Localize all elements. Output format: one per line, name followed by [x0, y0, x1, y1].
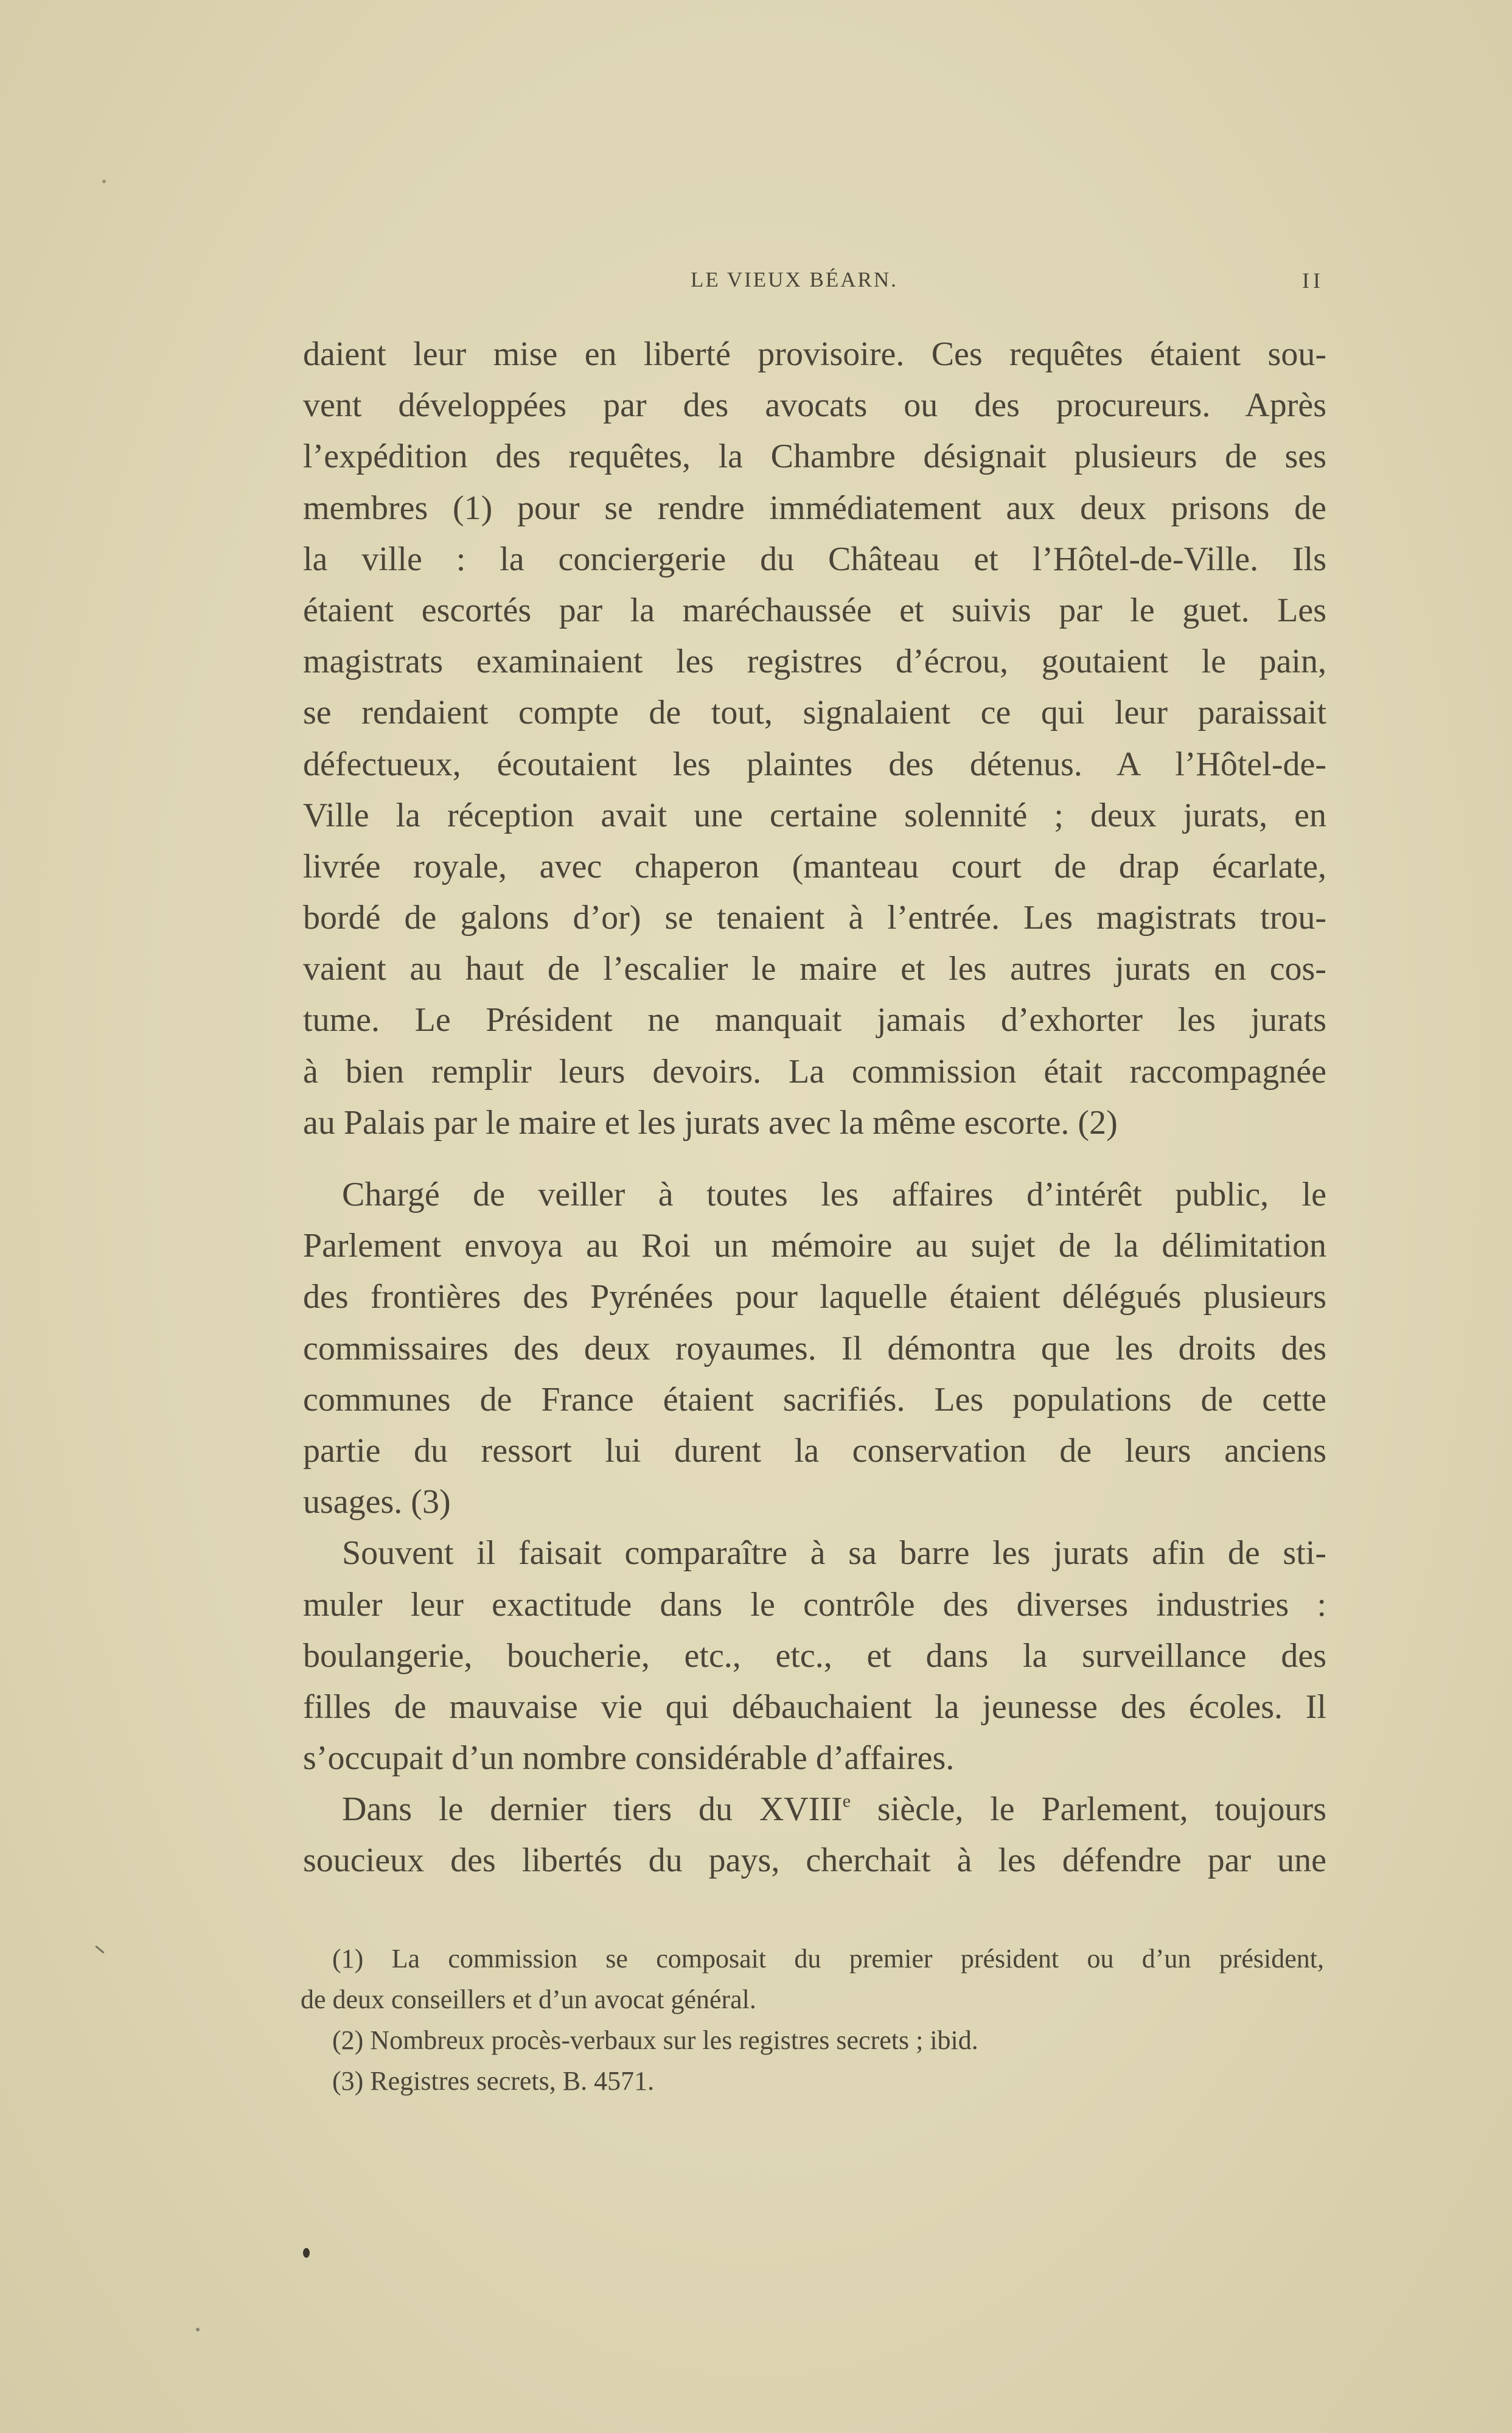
text-line: membres (1) pour se rendre immédiatement aux deux prisons de	[303, 489, 1326, 527]
text-line: des frontières des Pyrénées pour laquelle étaient délégués plusieurs	[303, 1278, 1326, 1316]
footnote-1-line-2: de deux conseillers et d’un avocat général.	[301, 1984, 756, 2014]
text-line: s’occupait d’un nombre considérable d’affaires.	[303, 1739, 955, 1778]
text-line: Parlement envoya au Roi un mémoire au sujet de la délimitation	[303, 1227, 1326, 1265]
page-number: II	[1302, 268, 1324, 293]
text-line: Chargé de veiller à toutes les affaires d’intérêt public, le	[342, 1176, 1326, 1213]
text-fragment: Dans le dernier tiers du XVIII	[342, 1790, 843, 1829]
text-line: tume. Le Président ne manquait jamais d’exhorter les jurats	[303, 1001, 1326, 1039]
footnote-3: (3) Registres secrets, B. 4571.	[332, 2066, 655, 2096]
text-line: au Palais par le maire et les jurats avec la même escorte. (2)	[303, 1103, 1118, 1142]
text-line: boulangerie, boucherie, etc., etc., et dans la surveillance des	[303, 1636, 1326, 1675]
superscript: e	[842, 1791, 851, 1812]
main-text	[303, 329, 1326, 1887]
text-line: muler leur exactitude dans le contrôle des diverses industries :	[303, 1585, 1326, 1624]
footnotes	[301, 1938, 1324, 2101]
text-line: filles de mauvaise vie qui débauchaient la jeunesse des écoles. Il	[303, 1688, 1326, 1726]
text-line	[303, 1784, 1326, 1835]
text-line: livrée royale, avec chaperon (manteau court de drap écarlate,	[303, 847, 1326, 885]
text-line: à bien remplir leurs devoirs. La commission était raccompagnée	[303, 1052, 1326, 1091]
ink-speck	[303, 2248, 310, 2258]
ink-speck	[102, 180, 106, 183]
text-fragment: siècle, le Parlement, toujours	[877, 1790, 1326, 1829]
text-line: Souvent il faisait comparaître à sa barre les jurats afin de sti-	[342, 1534, 1326, 1573]
ink-speck	[95, 1946, 105, 1954]
text-line: vent développées par des avocats ou des procureurs. Après	[303, 386, 1326, 425]
footnote-2: (2) Nombreux procès-verbaux sur les registres secrets ; ibid.	[332, 2025, 978, 2055]
text-line: magistrats examinaient les registres d’écrou, goutaient le pain,	[303, 643, 1326, 681]
text-line: bordé de galons d’or) se tenaient à l’entrée. Les magistrats trou-	[303, 899, 1326, 937]
text-line: partie du ressort lui durent la conservation de leurs anciens	[303, 1431, 1326, 1470]
text-line: communes de France étaient sacrifiés. Les populations de cette	[303, 1380, 1326, 1419]
text-line: usages. (3)	[303, 1483, 451, 1521]
text-line: défectueux, écoutaient les plaintes des détenus. A l’Hôtel-de-	[303, 745, 1326, 783]
footnote-1-line-1: (1) La commission se composait du premier président ou d’un président,	[332, 1944, 1324, 1974]
text-line: se rendaient compte de tout, signalaient ce qui leur paraissait	[303, 694, 1326, 732]
text-line: vaient au haut de l’escalier le maire et les autres jurats en cos-	[303, 950, 1326, 988]
text-line: soucieux des libertés du pays, cherchait à les défendre par une	[303, 1841, 1326, 1880]
text-line: Ville la réception avait une certaine solennité ; deux jurats, en	[303, 796, 1326, 834]
running-header: LE VIEUX BÉARN.	[691, 268, 898, 291]
text-line: daient leur mise en liberté provisoire. Ces requêtes étaient sou-	[303, 335, 1326, 373]
text-line: commissaires des deux royaumes. Il démontra que les droits des	[303, 1329, 1326, 1367]
text-line: la ville : la conciergerie du Château et l’Hôtel-de-Ville. Ils	[303, 540, 1326, 578]
text-line: l’expédition des requêtes, la Chambre désignait plusieurs de ses	[303, 438, 1326, 476]
text-line: étaient escortés par la maréchaussée et suivis par le guet. Les	[303, 591, 1326, 629]
ink-speck	[196, 2328, 200, 2331]
